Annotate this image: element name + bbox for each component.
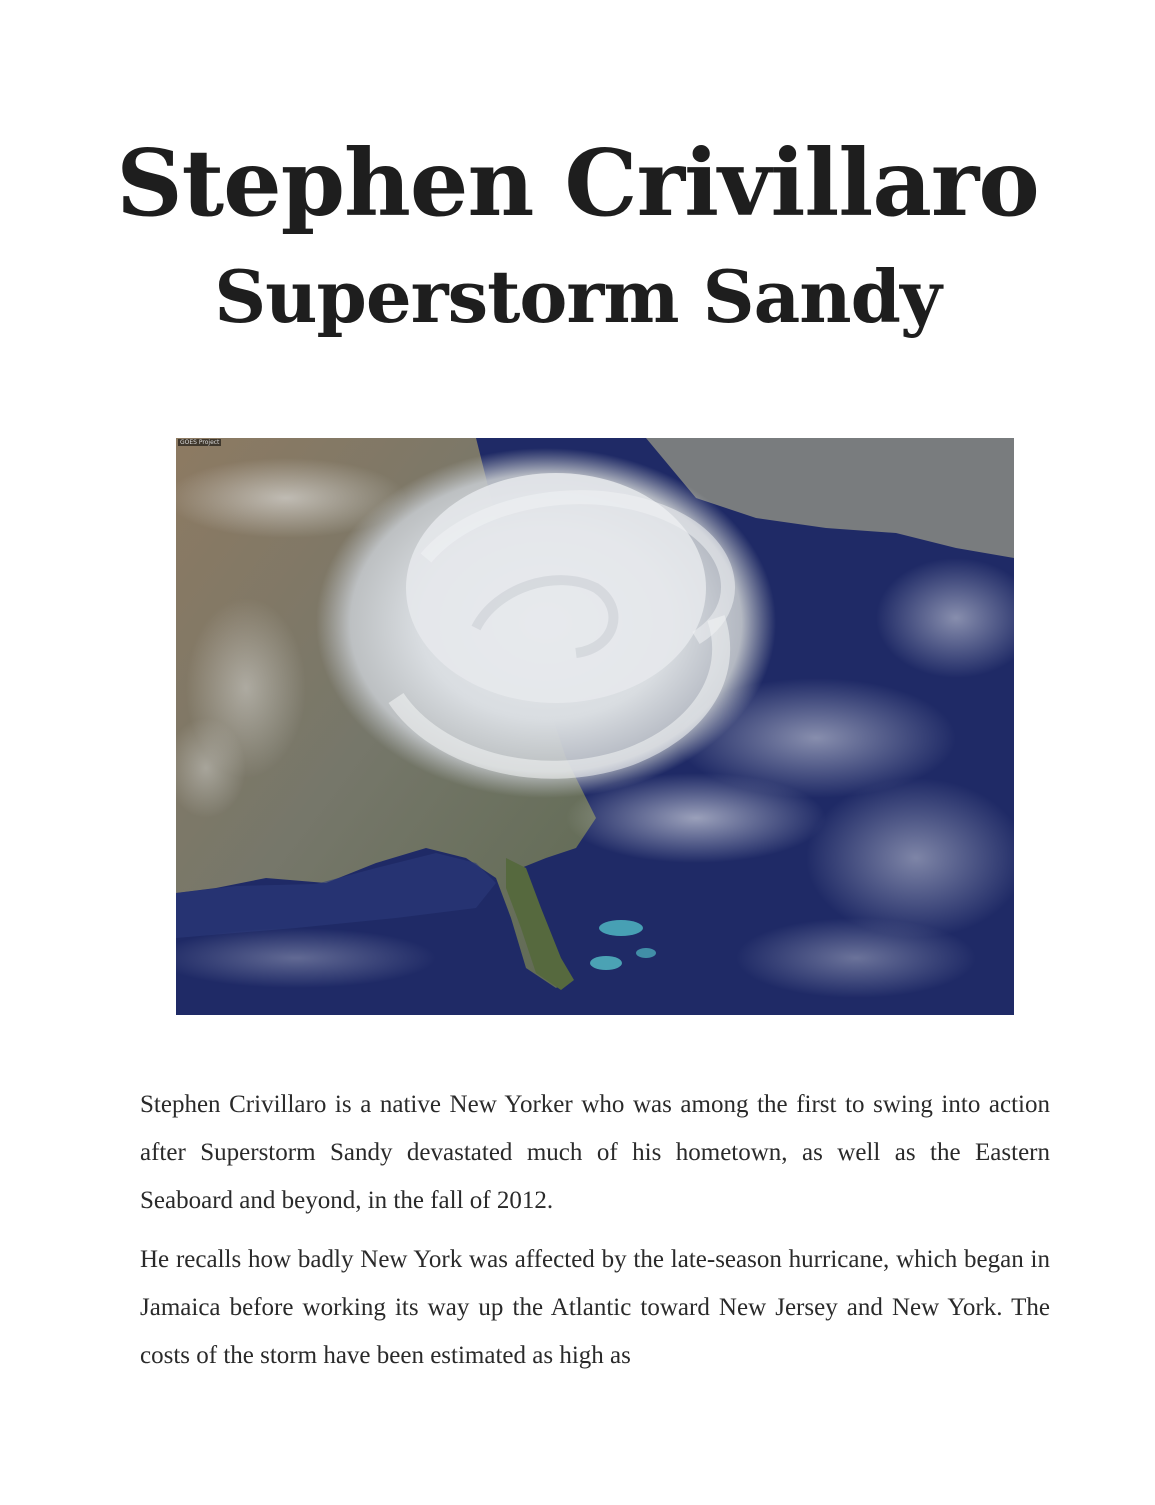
document-subtitle: Superstorm Sandy xyxy=(214,254,941,339)
body-paragraph: He recalls how badly New York was affected by the late-season hurricane, which began in Jamaica before working its way up the Atlantic toward New Jersey and New York. The costs of the storm have been estimated as high as xyxy=(140,1246,1050,1369)
hurricane-satellite-graphic xyxy=(176,438,1014,1015)
image-corner-tag: GOES Project xyxy=(180,439,220,446)
document-title: Stephen Crivillaro xyxy=(116,129,1039,237)
satellite-image xyxy=(176,438,1014,1015)
body-paragraph: Stephen Crivillaro is a native New Yorker who was among the first to swing into action after Superstorm Sandy devastated much of his hometown, as well as the Eastern Seaboard and beyond, in the fall of 2012. xyxy=(140,1091,1050,1214)
